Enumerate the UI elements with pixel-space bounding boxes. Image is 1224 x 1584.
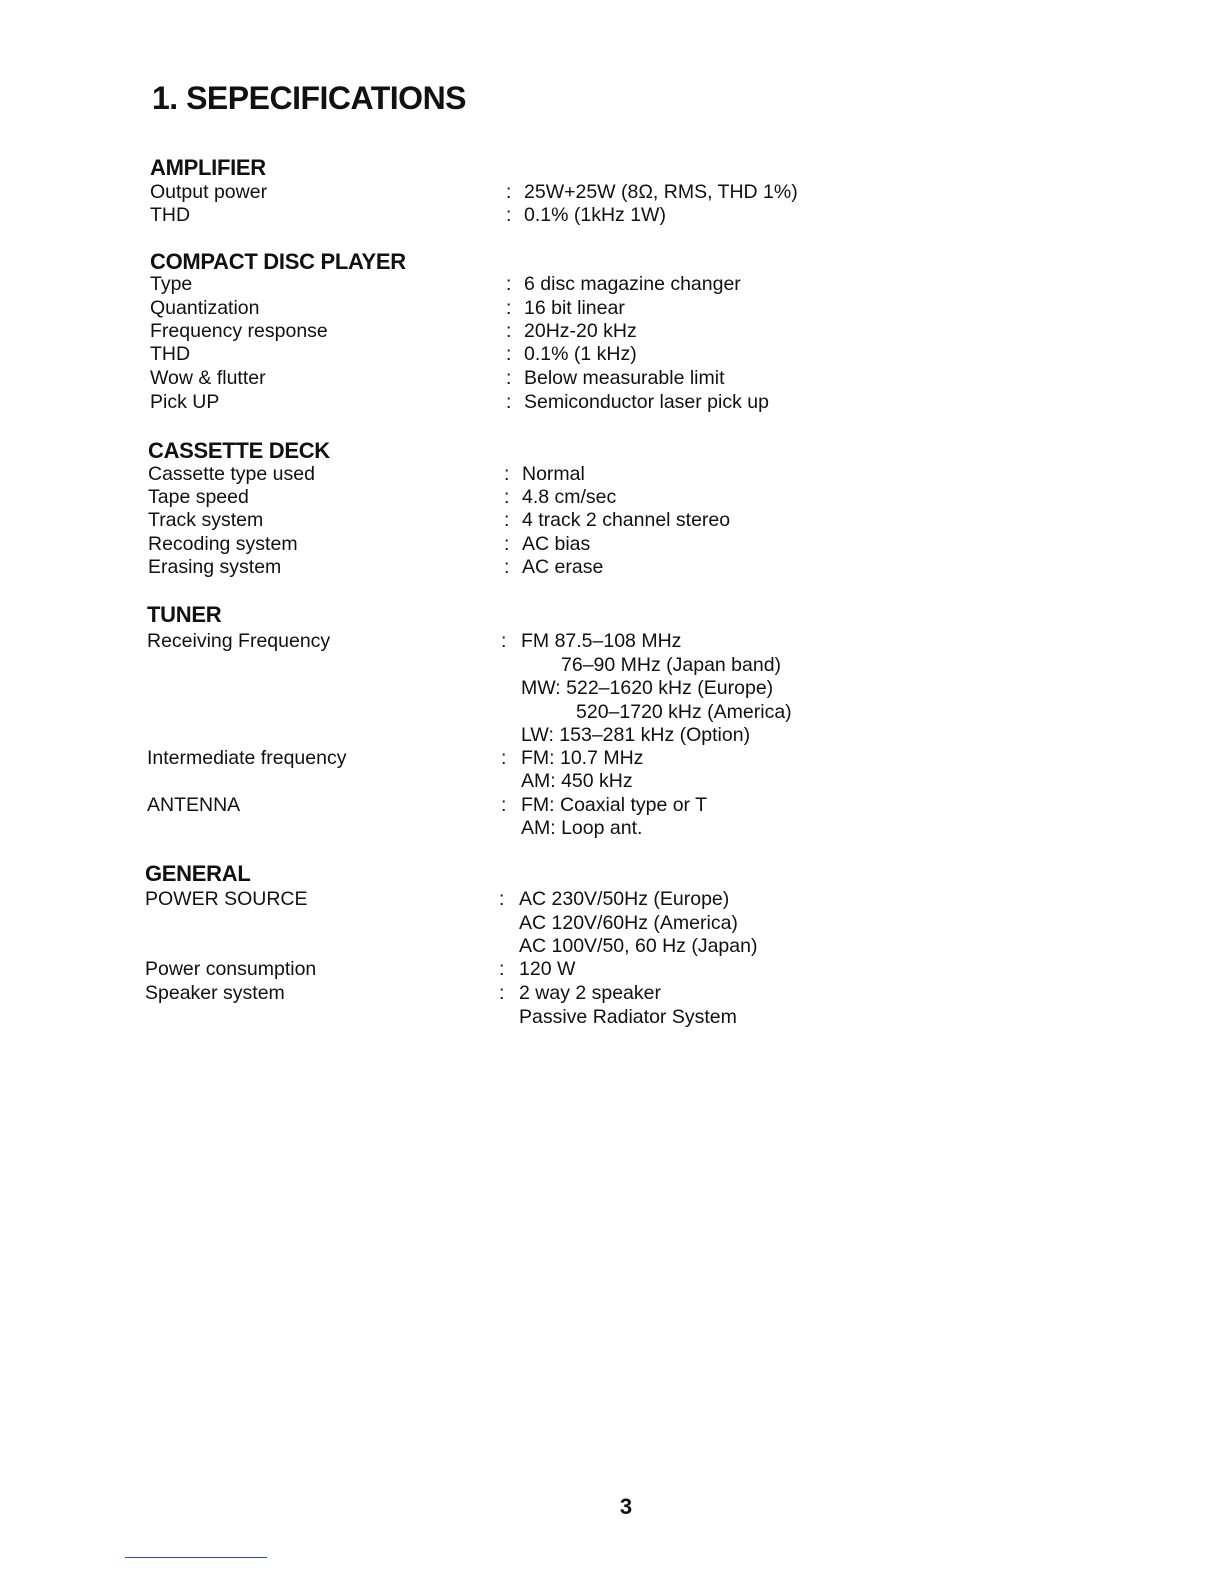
spec-label: THD — [150, 204, 191, 226]
spec-label: Recoding system — [148, 533, 298, 555]
section-amplifier — [150, 154, 798, 226]
spec-colon: : — [506, 320, 512, 342]
spec-colon: : — [504, 533, 510, 555]
spec-value: Below measurable limit — [524, 367, 725, 389]
spec-colon: : — [506, 343, 512, 365]
spec-colon: : — [504, 463, 510, 485]
spec-value: Passive Radiator System — [519, 1006, 737, 1028]
spec-value: 20Hz-20 kHz — [524, 320, 637, 342]
spec-row — [147, 630, 847, 654]
spec-row — [145, 982, 845, 1006]
spec-colon: : — [501, 630, 507, 652]
spec-colon: : — [499, 982, 505, 1004]
spec-value: AC 120V/60Hz (America) — [519, 912, 738, 934]
spec-label: Power consumption — [145, 958, 317, 980]
spec-value: AC erase — [522, 556, 604, 578]
section-heading: TUNER — [147, 602, 222, 627]
spec-row — [147, 817, 847, 841]
spec-row — [148, 533, 848, 557]
spec-value: FM: Coaxial type or T — [521, 794, 708, 816]
spec-row — [145, 912, 845, 936]
spec-row — [145, 935, 845, 959]
section-compact-disc-player — [150, 248, 769, 413]
spec-label: Erasing system — [148, 556, 282, 578]
spec-row — [147, 747, 847, 771]
spec-value: 76–90 MHz (Japan band) — [561, 654, 782, 676]
section-heading: COMPACT DISC PLAYER — [150, 249, 406, 274]
spec-row — [150, 367, 850, 391]
spec-colon: : — [506, 367, 512, 389]
spec-label: Type — [150, 273, 193, 295]
spec-label: Output power — [150, 181, 268, 203]
spec-label: Tape speed — [148, 486, 249, 508]
spec-label: Quantization — [150, 297, 260, 319]
spec-row — [145, 888, 845, 912]
spec-value: Normal — [522, 463, 585, 485]
spec-value: 520–1720 kHz (America) — [576, 701, 792, 723]
spec-value: AM: Loop ant. — [521, 817, 643, 839]
spec-row — [150, 320, 850, 344]
spec-row — [150, 204, 850, 228]
section-heading: GENERAL — [145, 861, 251, 886]
spec-label: Intermediate frequency — [147, 747, 347, 769]
spec-label: Speaker system — [145, 982, 285, 1004]
spec-row — [145, 958, 845, 982]
spec-value: LW: 153–281 kHz (Option) — [521, 724, 751, 746]
spec-label: THD — [150, 343, 191, 365]
spec-row — [147, 701, 847, 725]
spec-colon: : — [501, 747, 507, 769]
spec-value: MW: 522–1620 kHz (Europe) — [521, 677, 774, 699]
spec-colon: : — [506, 181, 512, 203]
spec-value: 6 disc magazine changer — [524, 273, 741, 295]
spec-colon: : — [504, 509, 510, 531]
section-heading: AMPLIFIER — [150, 155, 266, 180]
spec-value: 0.1% (1 kHz) — [524, 343, 637, 365]
spec-value: 16 bit linear — [524, 297, 625, 319]
spec-value: 25W+25W (8Ω, RMS, THD 1%) — [524, 181, 798, 203]
spec-colon: : — [504, 556, 510, 578]
spec-colon: : — [499, 888, 505, 910]
spec-value: AC bias — [522, 533, 591, 555]
spec-value: AC 100V/50, 60 Hz (Japan) — [519, 935, 758, 957]
spec-colon: : — [506, 204, 512, 226]
spec-row — [148, 486, 848, 510]
spec-colon: : — [504, 486, 510, 508]
spec-row — [150, 297, 850, 321]
spec-row — [147, 654, 847, 678]
spec-colon: : — [506, 391, 512, 413]
page-title: 1. SEPECIFICATIONS — [152, 80, 467, 116]
spec-row — [148, 463, 848, 487]
spec-row — [147, 770, 847, 794]
section-heading: CASSETTE DECK — [148, 438, 330, 463]
footer-rule — [125, 1557, 267, 1558]
page-number: 3 — [619, 1494, 633, 1519]
section-general — [145, 860, 758, 1028]
spec-row — [147, 794, 847, 818]
spec-label: Cassette type used — [148, 463, 315, 485]
spec-value: 4 track 2 channel stereo — [522, 509, 731, 531]
spec-row — [150, 391, 850, 415]
spec-row — [147, 677, 847, 701]
section-cassette-deck — [148, 437, 731, 578]
spec-colon: : — [501, 794, 507, 816]
spec-value: AC 230V/50Hz (Europe) — [519, 888, 730, 910]
spec-value: FM 87.5–108 MHz — [521, 630, 682, 652]
spec-row — [148, 556, 848, 580]
spec-colon: : — [499, 958, 505, 980]
spec-row — [145, 1006, 845, 1030]
spec-label: POWER SOURCE — [145, 888, 308, 910]
section-tuner — [147, 601, 792, 839]
spec-row — [150, 273, 850, 297]
spec-value: Semiconductor laser pick up — [524, 391, 769, 413]
spec-value: 4.8 cm/sec — [522, 486, 617, 508]
spec-label: Pick UP — [150, 391, 220, 413]
spec-label: Frequency response — [150, 320, 328, 342]
spec-value: FM: 10.7 MHz — [521, 747, 644, 769]
spec-row — [150, 181, 850, 205]
spec-label: ANTENNA — [147, 794, 241, 816]
spec-value: 120 W — [519, 958, 576, 980]
spec-row — [147, 724, 847, 748]
spec-value: AM: 450 kHz — [521, 770, 633, 792]
spec-colon: : — [506, 297, 512, 319]
spec-value: 0.1% (1kHz 1W) — [524, 204, 666, 226]
spec-row — [148, 509, 848, 533]
spec-row — [150, 343, 850, 367]
spec-label: Receiving Frequency — [147, 630, 331, 652]
spec-value: 2 way 2 speaker — [519, 982, 661, 1004]
spec-label: Wow & flutter — [150, 367, 266, 389]
spec-label: Track system — [148, 509, 264, 531]
spec-colon: : — [506, 273, 512, 295]
